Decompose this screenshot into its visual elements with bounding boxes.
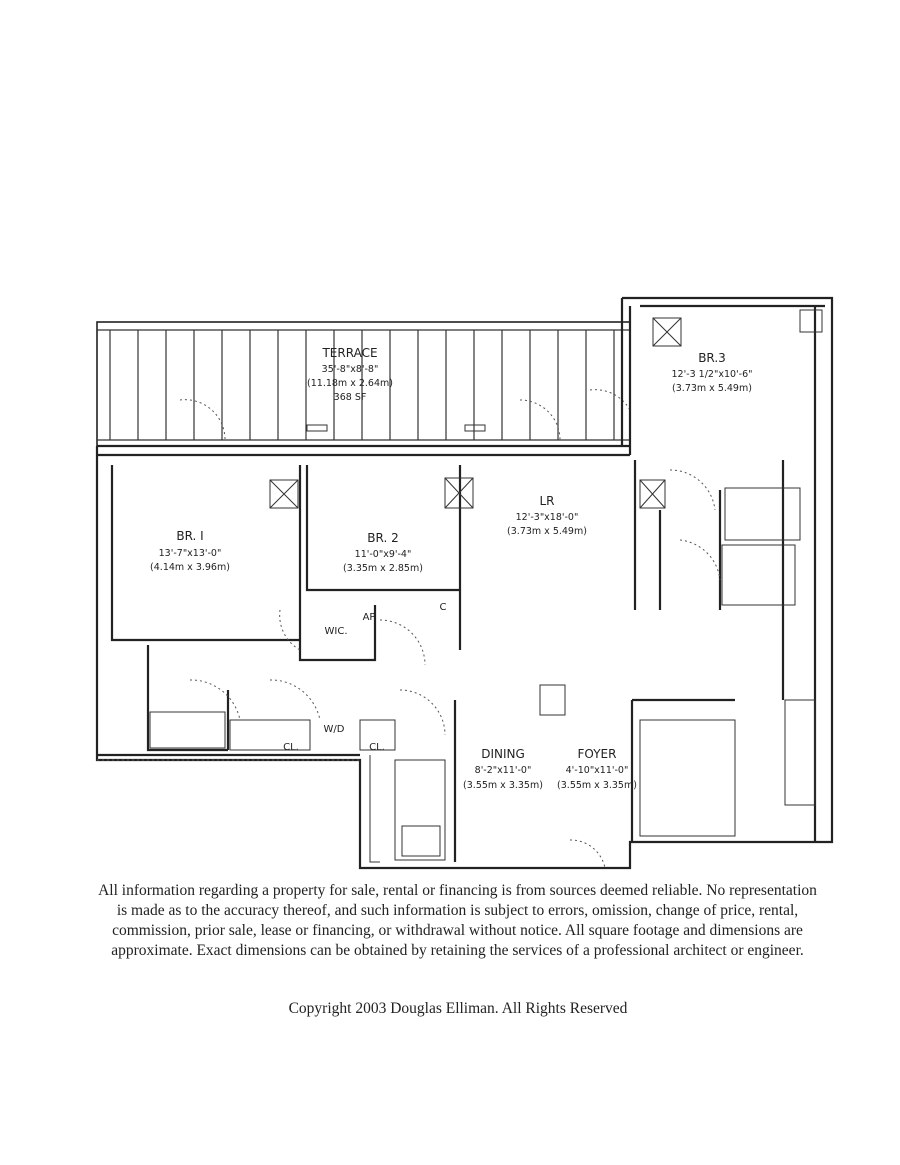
svg-text:(11.18m x 2.64m): (11.18m x 2.64m) xyxy=(307,378,393,389)
room-label-dining xyxy=(463,747,543,791)
svg-text:FOYER: FOYER xyxy=(577,747,617,761)
ap-label: AP xyxy=(362,612,376,623)
closet-label-2: CL. xyxy=(369,742,385,753)
svg-text:12'-3"x18'-0": 12'-3"x18'-0" xyxy=(515,512,579,523)
svg-text:(3.73m x 5.49m): (3.73m x 5.49m) xyxy=(672,383,752,394)
svg-text:DINING: DINING xyxy=(481,747,525,761)
svg-text:TERRACE: TERRACE xyxy=(322,346,378,360)
svg-text:BR. I: BR. I xyxy=(176,529,204,543)
svg-text:(3.73m x 5.49m): (3.73m x 5.49m) xyxy=(507,526,587,537)
svg-text:(3.55m x 3.35m): (3.55m x 3.35m) xyxy=(557,780,637,791)
svg-text:(4.14m x 3.96m): (4.14m x 3.96m) xyxy=(150,562,230,573)
room-label-terrace xyxy=(307,346,393,403)
svg-text:BR. 2: BR. 2 xyxy=(367,531,399,545)
svg-text:8'-2"x11'-0": 8'-2"x11'-0" xyxy=(474,765,532,776)
svg-text:(3.35m x 2.85m): (3.35m x 2.85m) xyxy=(343,563,423,574)
closet-label-1: CL. xyxy=(283,742,299,753)
svg-text:12'-3 1/2"x10'-6": 12'-3 1/2"x10'-6" xyxy=(671,369,753,380)
room-label-br3 xyxy=(671,351,752,394)
closet-label-c: C xyxy=(439,602,447,613)
shaft-markers xyxy=(270,310,822,508)
interior-walls xyxy=(112,460,815,862)
svg-text:35'-8"x8'-8": 35'-8"x8'-8" xyxy=(321,364,379,375)
svg-text:13'-7"x13'-0": 13'-7"x13'-0" xyxy=(158,548,222,559)
room-label-br1 xyxy=(150,529,230,573)
svg-text:11'-0"x9'-4": 11'-0"x9'-4" xyxy=(354,549,412,560)
svg-text:(3.55m x 3.35m): (3.55m x 3.35m) xyxy=(463,780,543,791)
disclaimer-text: All information regarding a property for sale, rental or financing is from sources deemed reliable. No representation is made as to the accuracy thereof, and such information is subject to errors, omission, change of price, rental, commission, prior sale, lease or financing, or withdrawal without notice. All square footage and dimensions are approximate. Exact dimensions can be obtained by retaining the services of a professional architect or engineer. xyxy=(98,882,817,959)
copyright-text: Copyright 2003 Douglas Elliman. All Rights Reserved xyxy=(288,1000,628,1017)
room-label-foyer xyxy=(557,747,637,791)
room-label-br2 xyxy=(343,531,423,574)
wd-label: W/D xyxy=(323,724,345,735)
svg-text:368 SF: 368 SF xyxy=(333,392,367,403)
svg-text:BR.3: BR.3 xyxy=(698,351,726,365)
svg-text:4'-10"x11'-0": 4'-10"x11'-0" xyxy=(565,765,629,776)
svg-text:LR: LR xyxy=(539,494,555,508)
wic-label: WIC. xyxy=(324,626,348,637)
room-label-lr xyxy=(507,494,587,537)
